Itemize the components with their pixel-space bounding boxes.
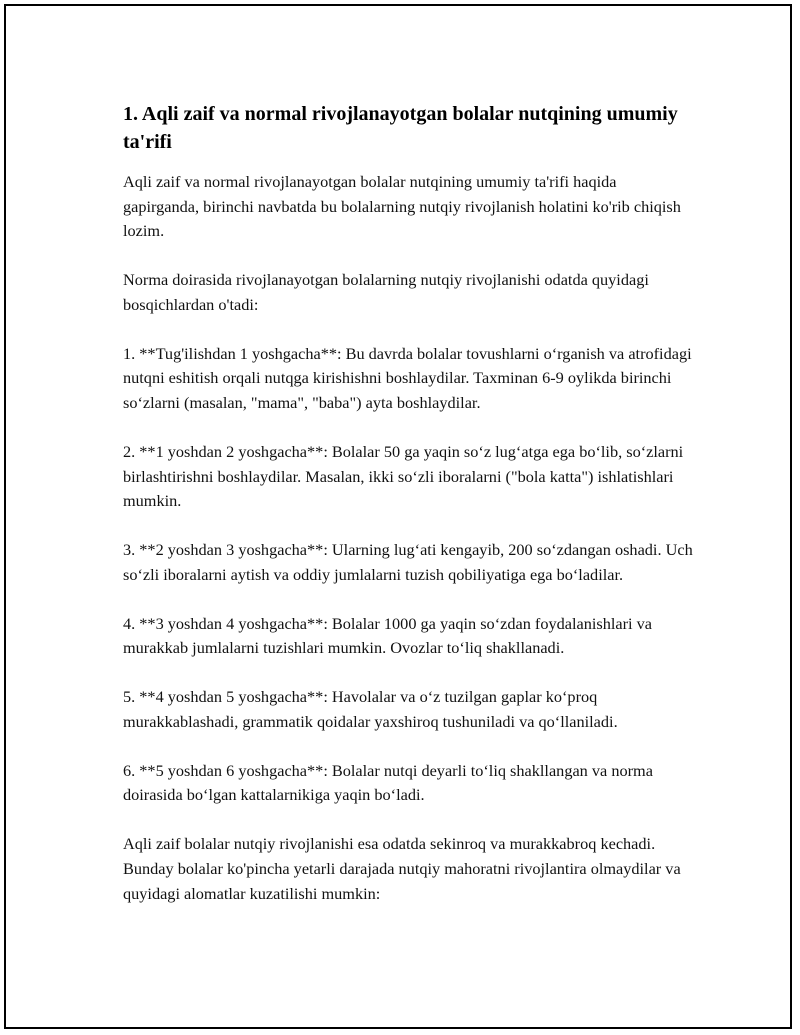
stage-2-paragraph: 2. **1 yoshdan 2 yoshgacha**: Bolalar 50 ga yaqin soʻz lugʻatga ega boʻlib, soʻzlarni birlashtirishni boshlaydilar. Masalan, ikki soʻzli iboralarni ("bola katta") ishlatishlari mumkin. — [123, 441, 684, 511]
document-body — [123, 100, 693, 906]
stage-4-paragraph: 4. **3 yoshdan 4 yoshgacha**: Bolalar 1000 ga yaqin soʻzdan foydalanishlari va murakkab jumlalarni tuzishlari mumkin. Ovozlar toʻliq shakllanadi. — [123, 613, 653, 658]
stage-5-paragraph: 5. **4 yoshdan 5 yoshgacha**: Havolalar va oʻz tuzilgan gaplar koʻproq murakkablashadi, grammatik qoidalar yaxshiroq tushuniladi va qoʻllaniladi. — [123, 687, 618, 731]
stage-3-paragraph: 3. **2 yoshdan 3 yoshgacha**: Ularning lugʻati kengayib, 200 soʻzdangan oshadi. Uch soʻzli iboralarni aytish va oddiy jumlalarni tuzish qobiliyatiga ega boʻladilar. — [123, 540, 693, 584]
norm-stages-intro-paragraph: Norma doirasida rivojlanayotgan bolalarning nutqiy rivojlanishi odatda quyidagi bosqichlardan o'tadi: — [123, 270, 649, 314]
intellectual-disability-paragraph: Aqli zaif bolalar nutqiy rivojlanishi esa odatda sekinroq va murakkabroq kechadi. Bunday bolalar ko'pincha yetarli darajada nutqiy mahoratni rivojlantira olmaydilar va quyidagi alomatlar kuzatilishi mumkin: — [123, 834, 681, 903]
section-heading: 1. Aqli zaif va normal rivojlanayotgan bolalar nutqining umumiy ta'rifi — [123, 103, 678, 153]
stage-1-paragraph: 1. **Tug'ilishdan 1 yoshgacha**: Bu davrda bolalar tovushlarni oʻrganish va atrofidagi nutqni eshitish orqali nutqga kirishishni boshlaydilar. Taxminan 6-9 oylikda birinchi soʻzlarni (masalan, "mama", "baba") ayta boshlaydilar. — [123, 343, 692, 412]
stage-6-paragraph: 6. **5 yoshdan 6 yoshgacha**: Bolalar nutqi deyarli toʻliq shakllangan va norma doirasida boʻlgan kattalarnikiga yaqin boʻladi. — [123, 760, 653, 805]
intro-paragraph: Aqli zaif va normal rivojlanayotgan bolalar nutqining umumiy ta'rifi haqida gapirganda, birinchi navbatda bu bolalarning nutqiy rivojlanish holatini ko'rib chiqish lozim. — [123, 172, 681, 241]
page-frame — [4, 4, 792, 1029]
